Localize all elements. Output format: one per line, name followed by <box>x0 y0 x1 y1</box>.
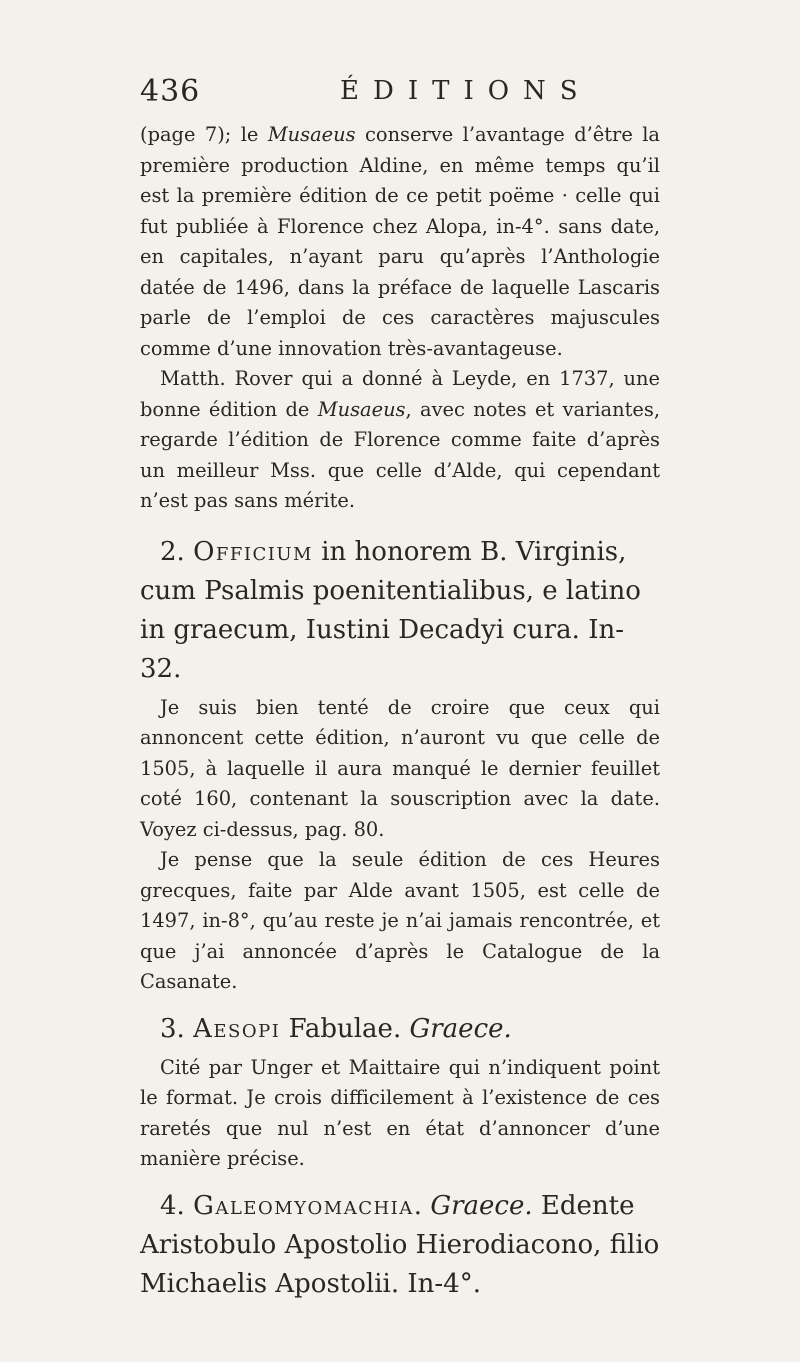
entry-title-smallcaps: Aesopi <box>193 1013 281 1044</box>
entry-heading <box>140 533 660 689</box>
running-title: ÉDITIONS <box>340 76 592 106</box>
paragraph: Je pense que la seule édition de ces Heures grecques, faite par Alde avant 1505, est celle de 1497, in-8°, qu’au reste je n’ai jamais rencontrée, et que j’ai annoncée d’après le Catalogue de la Casanate. <box>140 848 660 993</box>
entry-title: . <box>413 1190 431 1221</box>
entry-number: 3. <box>160 1013 185 1044</box>
paragraph <box>140 364 660 517</box>
paragraph-text: , avec notes et variantes, regarde l’édition de Florence comme faite d’après un meilleur Mss. que celle d’Alde, qui cependant n’est pas sans mérite. <box>140 397 660 512</box>
body-text <box>140 120 660 1308</box>
entry-title-italic: Graece. <box>409 1013 512 1044</box>
entry-title: in honorem B. Virginis, cum Psalmis poenitentialibus, e latino in graecum, Iustini Decadyi cura. In-32. <box>140 536 641 684</box>
entry-title-smallcaps: Officium <box>193 536 313 567</box>
italic-title: Musaeus <box>267 123 356 146</box>
paragraph: Je suis bien tenté de croire que ceux qui annoncent cette édition, n’auront vu que celle de 1505, à laquelle il aura manqué le dernier feuillet coté 160, contenant la souscription avec la date. Voyez ci-dessus, pag. 80. <box>140 695 660 841</box>
entry-title: Fabulae. <box>280 1013 410 1044</box>
entry-title-smallcaps: Galeomyomachia <box>193 1190 414 1221</box>
entry-title: Edente Aristobulo Apostolio Hierodiacono, filio Michaelis Apostolii. In-4°. <box>140 1190 660 1299</box>
paragraph-text: (page 7); le <box>140 123 268 146</box>
paragraph <box>140 120 660 364</box>
entry-number: 2. <box>160 536 185 567</box>
entry-heading <box>140 1187 660 1304</box>
entry-heading <box>140 1010 660 1049</box>
italic-title: Musaeus <box>317 397 406 421</box>
paragraph-text: conserve l’avantage d’être la première production Aldine, en même temps qu’il est la première édition de ce petit poëme · celle qui fut publiée à Florence chez Alopa, in-4°. sans date, en capitales, n’ayant paru qu’après l’Anthologie datée de 1496, dans la préface de laquelle Lascaris parle de l’emploi de ces caractères majuscules comme d’une innovation très-avantageuse. <box>140 123 660 360</box>
paragraph: Cité par Unger et Maittaire qui n’indiquent point le format. Je crois difficilement à l’existence de ces raretés que nul n’est en état d’annoncer d’une manière précise. <box>140 1055 660 1170</box>
running-head <box>140 74 660 114</box>
paragraph-text: Matth. Rover qui a donné à Leyde, en 1737, une bonne édition de <box>140 367 660 421</box>
page-number: 436 <box>140 74 201 109</box>
entry-number: 4. <box>160 1190 185 1221</box>
entry-title-italic: Graece. <box>430 1190 533 1221</box>
